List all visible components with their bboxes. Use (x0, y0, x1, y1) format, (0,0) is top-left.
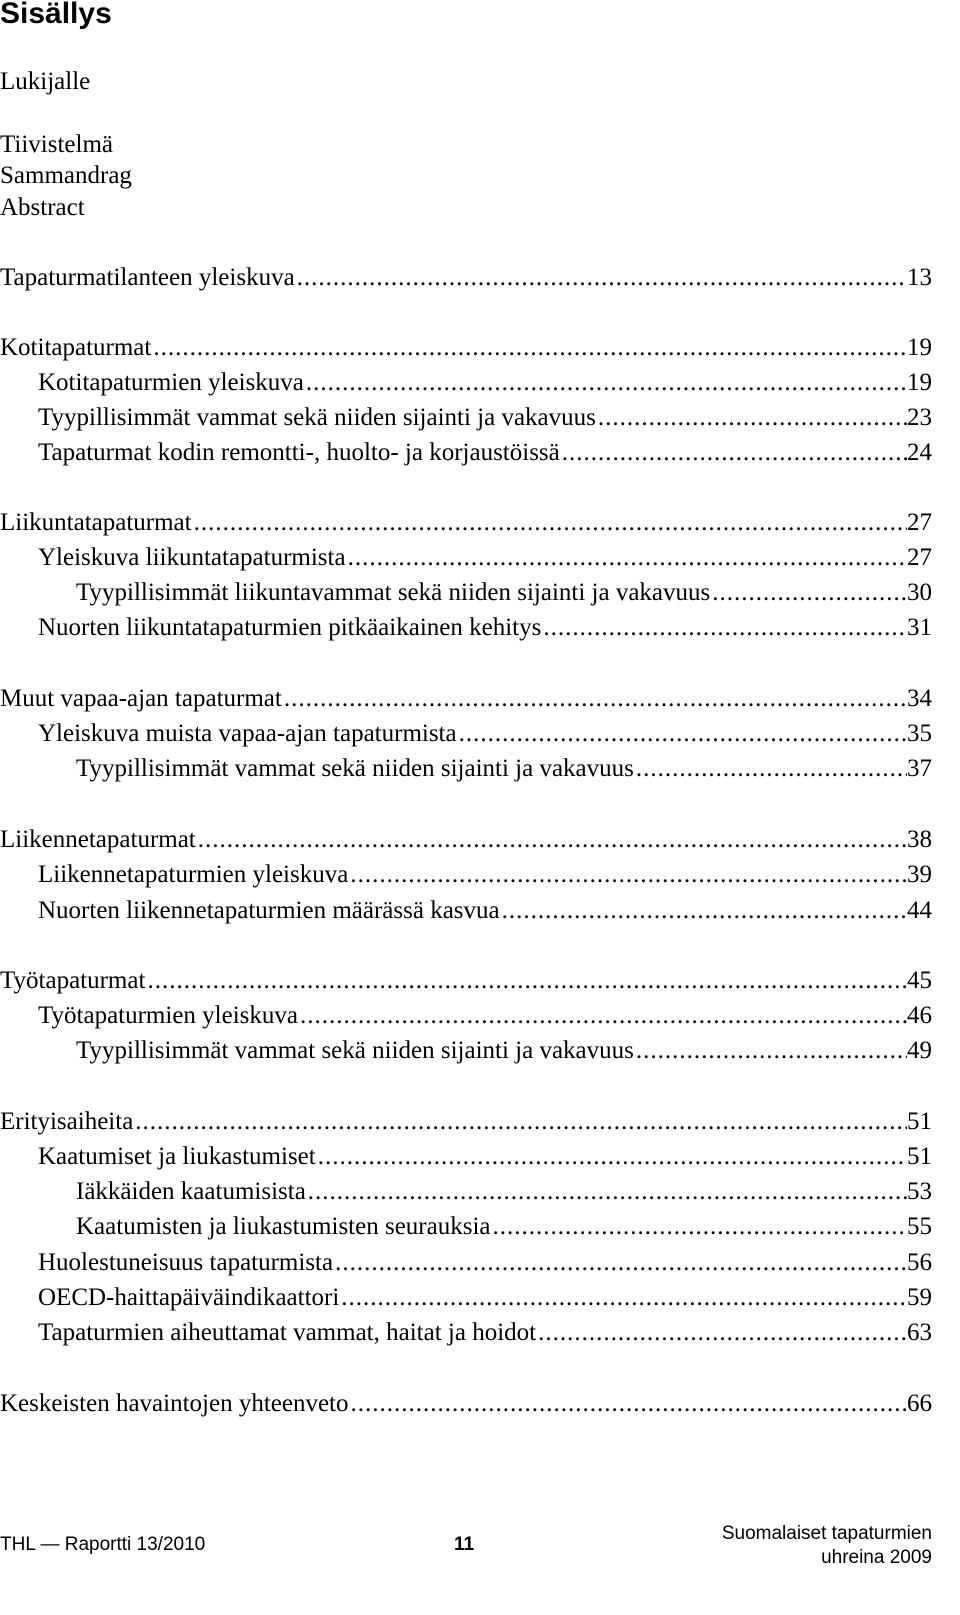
toc-entry[interactable] (76, 578, 932, 608)
toc-entry[interactable] (76, 1177, 932, 1207)
toc-entry-page: 55 (907, 1213, 932, 1240)
toc-entry-page: 38 (907, 826, 932, 853)
toc-dot-leader (316, 1142, 907, 1172)
toc-entry-page: 19 (907, 369, 932, 396)
toc-entry-page: 59 (907, 1284, 932, 1311)
front-matter-abstract[interactable]: Abstract (0, 194, 85, 221)
toc-entry-title: Työtapaturmat (0, 967, 146, 994)
toc-dot-leader (536, 1318, 907, 1348)
toc-entry[interactable] (0, 825, 932, 855)
toc-entry-page: 49 (907, 1037, 932, 1064)
toc-entry-title: Kotitapaturmien yleiskuva (38, 369, 304, 396)
toc-dot-leader (306, 1177, 907, 1207)
toc-entry-title: Tyypillisimmät vammat sekä niiden sijainti ja vakavuus (76, 755, 634, 782)
toc-entry-title: Tyypillisimmät vammat sekä niiden sijainti ja vakavuus (38, 404, 596, 431)
toc-dot-leader (145, 966, 907, 996)
toc-dot-leader (710, 578, 907, 608)
toc-entry[interactable] (38, 1318, 932, 1348)
toc-entry[interactable] (38, 1001, 932, 1031)
toc-dot-leader (560, 438, 907, 468)
toc-dot-leader (457, 719, 907, 749)
toc-entry-title: Tapaturmien aiheuttamat vammat, haitat ja hoidot (38, 1319, 537, 1346)
toc-entry-page: 35 (907, 720, 932, 747)
toc-entry-title: Työtapaturmien yleiskuva (38, 1002, 298, 1029)
toc-entry-page: 27 (907, 509, 932, 536)
toc-dot-leader (349, 1389, 908, 1419)
toc-entry-title: Kaatumisten ja liukastumisten seurauksia (76, 1213, 491, 1240)
toc-entry[interactable] (38, 719, 932, 749)
toc-entry[interactable] (38, 860, 932, 890)
toc-entry-page: 23 (907, 404, 932, 431)
footer-publication-line2: uhreina 2009 (821, 1547, 932, 1568)
toc-entry-page: 63 (907, 1319, 932, 1346)
toc-dot-leader (192, 508, 907, 538)
toc-entry[interactable] (76, 1036, 932, 1066)
page-footer (0, 1518, 932, 1578)
toc-dot-leader (634, 1036, 907, 1066)
toc-entry-page: 39 (907, 861, 932, 888)
front-matter-lukijalle[interactable]: Lukijalle (0, 68, 91, 95)
toc-entry-title: Tyypillisimmät vammat sekä niiden sijainti ja vakavuus (76, 1037, 634, 1064)
toc-entry[interactable] (38, 403, 932, 433)
toc-dot-leader (348, 860, 907, 890)
toc-entry-page: 45 (907, 967, 932, 994)
toc-entry-title: Liikennetapaturmien yleiskuva (38, 861, 349, 888)
toc-entry-page: 13 (907, 264, 932, 291)
toc-entry-title: Muut vapaa-ajan tapaturmat (0, 685, 282, 712)
toc-entry[interactable] (38, 896, 932, 926)
toc-entry-page: 51 (907, 1143, 932, 1170)
toc-entry-page: 30 (907, 579, 932, 606)
toc-dot-leader (541, 613, 907, 643)
toc-entry-title: Huolestuneisuus tapaturmista (38, 1249, 334, 1276)
toc-entry[interactable] (0, 684, 932, 714)
toc-dot-leader (295, 263, 907, 293)
toc-entry[interactable] (76, 1212, 932, 1242)
toc-entry-title: Erityisaiheita (0, 1108, 134, 1135)
toc-entry-title: Liikuntatapaturmat (0, 509, 192, 536)
toc-dot-leader (282, 684, 907, 714)
toc-entry[interactable] (38, 1248, 932, 1278)
toc-dot-leader (491, 1212, 908, 1242)
toc-entry-title: Iäkkäiden kaatumisista (76, 1178, 306, 1205)
toc-dot-leader (333, 1248, 907, 1278)
toc-entry-title: Yleiskuva liikuntatapaturmista (38, 544, 346, 571)
toc-entry[interactable] (0, 1107, 932, 1137)
toc-entry[interactable] (38, 543, 932, 573)
toc-entry-title: Keskeisten havaintojen yhteenveto (0, 1390, 349, 1417)
toc-entry-page: 44 (907, 897, 932, 924)
toc-entry-title: Tyypillisimmät liikuntavammat sekä niiden sijainti ja vakavuus (76, 579, 711, 606)
toc-entry[interactable] (38, 438, 932, 468)
toc-entry-page: 53 (907, 1178, 932, 1205)
toc-entry-page: 51 (907, 1108, 932, 1135)
toc-entry-title: Nuorten liikuntatapaturmien pitkäaikainen kehitys (38, 614, 542, 641)
footer-publication-line1: Suomalaiset tapaturmien (721, 1523, 932, 1544)
toc-entry[interactable] (0, 263, 932, 293)
toc-entry[interactable] (38, 1142, 932, 1172)
toc-entry-page: 19 (907, 334, 932, 361)
toc-entry-page: 66 (907, 1390, 932, 1417)
toc-entry[interactable] (38, 368, 932, 398)
toc-entry-title: Yleiskuva muista vapaa-ajan tapaturmista (38, 720, 457, 747)
toc-entry-title: Tapaturmat kodin remontti-, huolto- ja korjaustöissä (38, 439, 560, 466)
toc-entry-page: 56 (907, 1249, 932, 1276)
toc-entry-title: Liikennetapaturmat (0, 826, 196, 853)
toc-entry[interactable] (76, 754, 932, 784)
footer-publication-title (722, 1522, 932, 1570)
toc-dot-leader (298, 1001, 907, 1031)
toc-entry[interactable] (38, 613, 932, 643)
toc-dot-leader (634, 754, 907, 784)
toc-entry[interactable] (0, 966, 932, 996)
toc-entry[interactable] (0, 1389, 932, 1419)
toc-entry-title: Kaatumiset ja liukastumiset (38, 1143, 316, 1170)
toc-entry[interactable] (0, 508, 932, 538)
page-title: Sisällys (0, 0, 112, 30)
toc-dot-leader (151, 333, 907, 363)
toc-dot-leader (196, 825, 907, 855)
footer-page-number: 11 (454, 1534, 475, 1555)
toc-entry[interactable] (38, 1283, 932, 1313)
toc-dot-leader (346, 543, 907, 573)
toc-entry[interactable] (0, 333, 932, 363)
front-matter-tiivistelma[interactable]: Tiivistelmä (0, 131, 113, 158)
toc-entry-page: 37 (907, 755, 932, 782)
toc-entry-title: Kotitapaturmat (0, 334, 152, 361)
toc-dot-leader (500, 896, 907, 926)
toc-entry-title: Nuorten liikennetapaturmien määrässä kasvua (38, 897, 500, 924)
toc-entry-title: Tapaturmatilanteen yleiskuva (0, 264, 295, 291)
toc-entry-page: 31 (907, 614, 932, 641)
toc-entry-page: 34 (907, 685, 932, 712)
front-matter-sammandrag[interactable]: Sammandrag (0, 162, 132, 189)
toc-entry-page: 46 (907, 1002, 932, 1029)
toc-entry-page: 24 (907, 439, 932, 466)
footer-report-label: THL — Raportti 13/2010 (0, 1534, 206, 1555)
toc-dot-leader (133, 1107, 907, 1137)
toc-dot-leader (304, 368, 907, 398)
toc-entry-page: 27 (907, 544, 932, 571)
toc-entry-title: OECD-haittapäiväindikaattori (38, 1284, 340, 1311)
toc-dot-leader (339, 1283, 907, 1313)
toc-dot-leader (596, 403, 907, 433)
